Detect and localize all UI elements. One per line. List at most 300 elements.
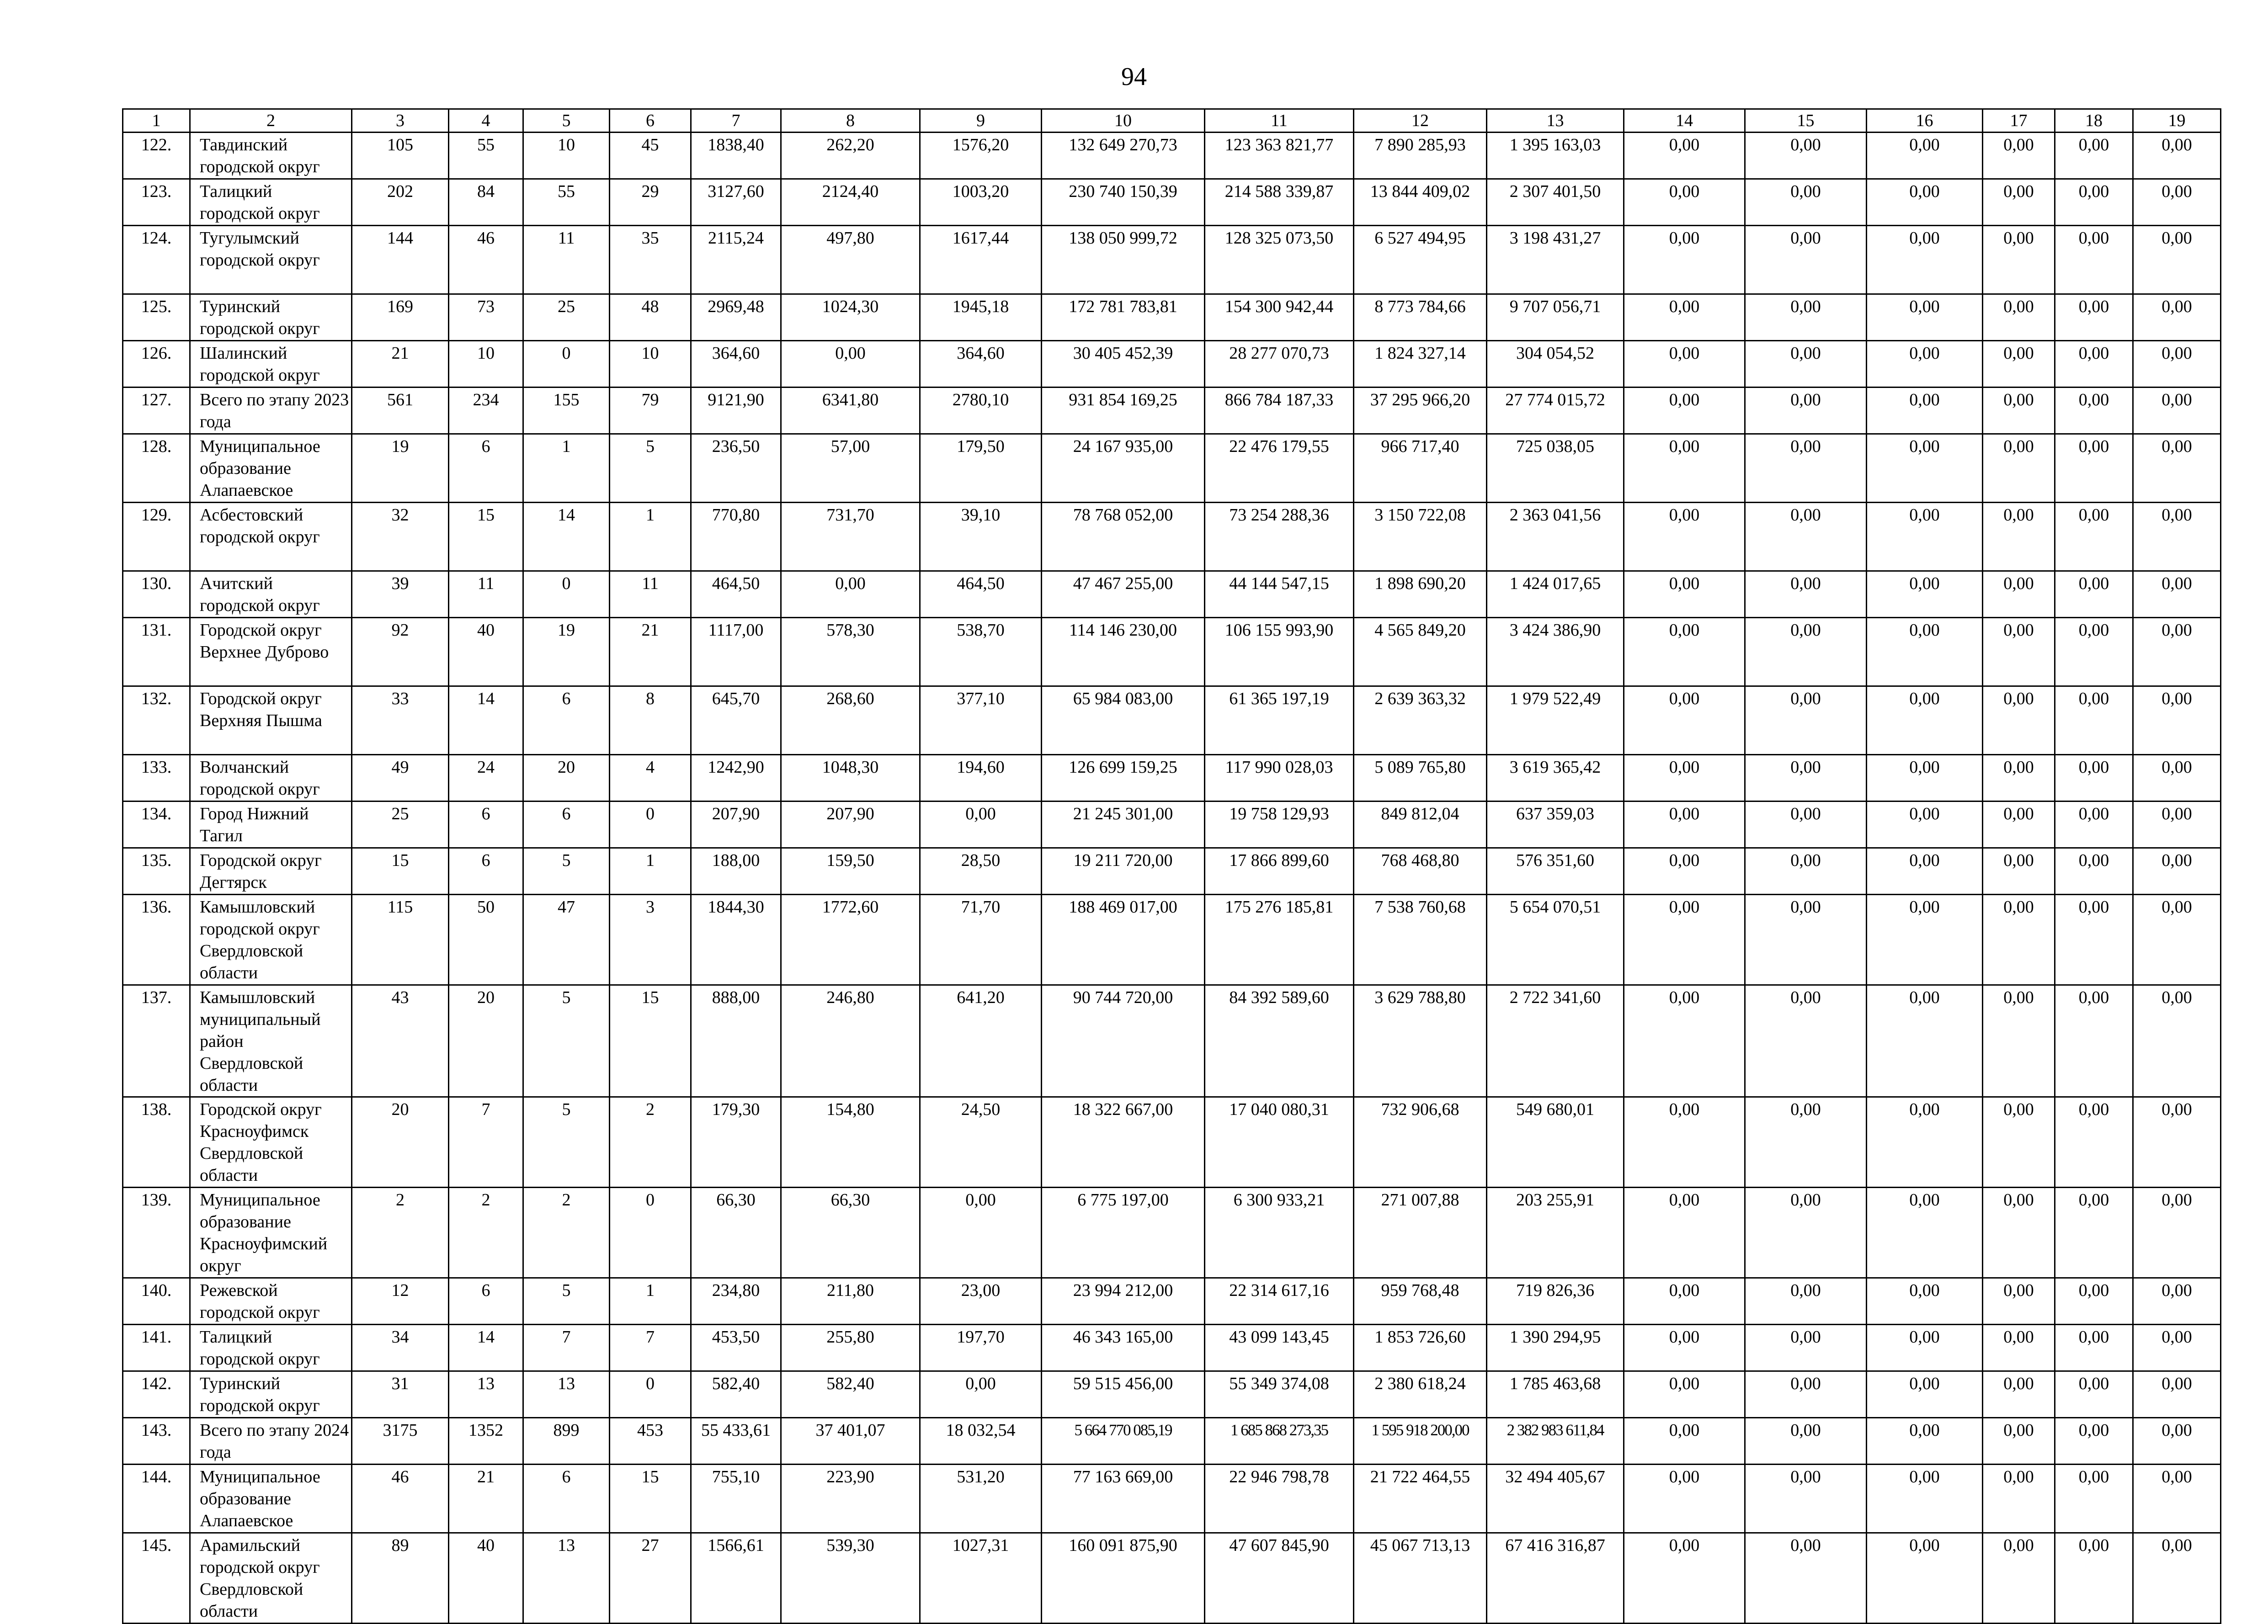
column-number-cell: 6 (610, 109, 691, 133)
value-cell-col-4: 6 (449, 848, 523, 895)
value-cell-col-10: 78 768 052,00 (1042, 503, 1205, 571)
column-number-cell: 10 (1042, 109, 1205, 133)
value-cell-col-17: 0,00 (1983, 686, 2055, 755)
value-cell-col-6: 48 (610, 294, 691, 341)
value-cell-col-14: 0,00 (1624, 1278, 1745, 1325)
value-cell-col-15: 0,00 (1745, 1278, 1867, 1325)
value-cell-col-9: 71,70 (920, 895, 1042, 985)
column-number-cell: 3 (352, 109, 449, 133)
table-row (123, 1371, 2221, 1418)
value-cell-col-9: 24,50 (920, 1097, 1042, 1188)
value-cell-col-16: 0,00 (1867, 503, 1983, 571)
value-cell-col-9: 1945,18 (920, 294, 1042, 341)
value-cell-col-10: 132 649 270,73 (1042, 133, 1205, 179)
value-cell-col-17: 0,00 (1983, 985, 2055, 1097)
value-cell-col-7: 364,60 (691, 341, 781, 387)
value-cell-col-13: 2 382 983 611,84 (1487, 1418, 1624, 1465)
column-number-row (123, 109, 2221, 133)
value-cell-col-12: 6 527 494,95 (1354, 226, 1487, 294)
municipality-name-cell: Режевской городской округ (190, 1278, 352, 1325)
value-cell-col-17: 0,00 (1983, 503, 2055, 571)
value-cell-col-11: 214 588 339,87 (1205, 179, 1354, 226)
municipality-name-cell: Арамильский городской округ Свердловской области (190, 1533, 352, 1624)
value-cell-col-15: 0,00 (1745, 1533, 1867, 1624)
value-cell-col-14: 0,00 (1624, 387, 1745, 434)
value-cell-col-8: 1048,30 (781, 755, 920, 801)
value-cell-col-15: 0,00 (1745, 387, 1867, 434)
municipality-name-cell: Шалинский городской округ (190, 341, 352, 387)
value-cell-col-12: 3 629 788,80 (1354, 985, 1487, 1097)
value-cell-col-6: 3 (610, 895, 691, 985)
value-cell-col-18: 0,00 (2055, 1533, 2133, 1624)
value-cell-col-10: 230 740 150,39 (1042, 179, 1205, 226)
municipality-name-cell: Городской округ Верхнее Дуброво (190, 618, 352, 686)
value-cell-col-12: 732 906,68 (1354, 1097, 1487, 1188)
value-cell-col-10: 18 322 667,00 (1042, 1097, 1205, 1188)
row-number-cell: 125. (123, 294, 190, 341)
value-cell-col-6: 79 (610, 387, 691, 434)
value-cell-col-10: 46 343 165,00 (1042, 1325, 1205, 1371)
table-row (123, 387, 2221, 434)
value-cell-col-10: 30 405 452,39 (1042, 341, 1205, 387)
value-cell-col-19: 0,00 (2133, 503, 2221, 571)
value-cell-col-9: 28,50 (920, 848, 1042, 895)
value-cell-col-5: 13 (523, 1371, 610, 1418)
column-number-cell: 8 (781, 109, 920, 133)
value-cell-col-18: 0,00 (2055, 1418, 2133, 1465)
column-number-cell: 12 (1354, 109, 1487, 133)
value-cell-col-4: 10 (449, 341, 523, 387)
value-cell-col-19: 0,00 (2133, 1188, 2221, 1278)
value-cell-col-3: 43 (352, 985, 449, 1097)
value-cell-col-15: 0,00 (1745, 1188, 1867, 1278)
value-cell-col-4: 6 (449, 801, 523, 848)
value-cell-col-17: 0,00 (1983, 755, 2055, 801)
row-number-cell: 135. (123, 848, 190, 895)
value-cell-col-17: 0,00 (1983, 848, 2055, 895)
value-cell-col-6: 1 (610, 1278, 691, 1325)
table-row (123, 179, 2221, 226)
value-cell-col-10: 24 167 935,00 (1042, 434, 1205, 503)
value-cell-col-8: 2124,40 (781, 179, 920, 226)
table-row (123, 1533, 2221, 1624)
value-cell-col-11: 6 300 933,21 (1205, 1188, 1354, 1278)
value-cell-col-14: 0,00 (1624, 755, 1745, 801)
value-cell-col-3: 89 (352, 1533, 449, 1624)
value-cell-col-4: 13 (449, 1371, 523, 1418)
value-cell-col-14: 0,00 (1624, 179, 1745, 226)
value-cell-col-12: 3 150 722,08 (1354, 503, 1487, 571)
value-cell-col-14: 0,00 (1624, 133, 1745, 179)
value-cell-col-16: 0,00 (1867, 801, 1983, 848)
value-cell-col-19: 0,00 (2133, 434, 2221, 503)
value-cell-col-15: 0,00 (1745, 571, 1867, 618)
value-cell-col-16: 0,00 (1867, 686, 1983, 755)
value-cell-col-7: 1117,00 (691, 618, 781, 686)
value-cell-col-10: 188 469 017,00 (1042, 895, 1205, 985)
value-cell-col-19: 0,00 (2133, 686, 2221, 755)
value-cell-col-13: 1 785 463,68 (1487, 1371, 1624, 1418)
value-cell-col-16: 0,00 (1867, 1278, 1983, 1325)
value-cell-col-18: 0,00 (2055, 341, 2133, 387)
table-row (123, 133, 2221, 179)
value-cell-col-18: 0,00 (2055, 618, 2133, 686)
value-cell-col-11: 154 300 942,44 (1205, 294, 1354, 341)
value-cell-col-7: 582,40 (691, 1371, 781, 1418)
value-cell-col-18: 0,00 (2055, 434, 2133, 503)
value-cell-col-16: 0,00 (1867, 1097, 1983, 1188)
value-cell-col-17: 0,00 (1983, 179, 2055, 226)
value-cell-col-10: 90 744 720,00 (1042, 985, 1205, 1097)
value-cell-col-8: 66,30 (781, 1188, 920, 1278)
table-body (123, 109, 2221, 1624)
value-cell-col-4: 46 (449, 226, 523, 294)
value-cell-col-4: 21 (449, 1465, 523, 1533)
value-cell-col-8: 246,80 (781, 985, 920, 1097)
value-cell-col-17: 0,00 (1983, 434, 2055, 503)
value-cell-col-18: 0,00 (2055, 387, 2133, 434)
value-cell-col-6: 45 (610, 133, 691, 179)
row-number-cell: 126. (123, 341, 190, 387)
value-cell-col-7: 234,80 (691, 1278, 781, 1325)
row-number-cell: 144. (123, 1465, 190, 1533)
value-cell-col-11: 117 990 028,03 (1205, 755, 1354, 801)
column-number-cell: 14 (1624, 109, 1745, 133)
value-cell-col-17: 0,00 (1983, 1371, 2055, 1418)
value-cell-col-5: 6 (523, 1465, 610, 1533)
value-cell-col-5: 47 (523, 895, 610, 985)
value-cell-col-16: 0,00 (1867, 1418, 1983, 1465)
value-cell-col-9: 0,00 (920, 1188, 1042, 1278)
value-cell-col-5: 20 (523, 755, 610, 801)
value-cell-col-16: 0,00 (1867, 1188, 1983, 1278)
table-row (123, 434, 2221, 503)
value-cell-col-10: 160 091 875,90 (1042, 1533, 1205, 1624)
value-cell-col-16: 0,00 (1867, 1371, 1983, 1418)
value-cell-col-18: 0,00 (2055, 1278, 2133, 1325)
value-cell-col-14: 0,00 (1624, 985, 1745, 1097)
value-cell-col-19: 0,00 (2133, 801, 2221, 848)
value-cell-col-12: 37 295 966,20 (1354, 387, 1487, 434)
value-cell-col-12: 21 722 464,55 (1354, 1465, 1487, 1533)
value-cell-col-18: 0,00 (2055, 801, 2133, 848)
value-cell-col-18: 0,00 (2055, 133, 2133, 179)
column-number-cell: 17 (1983, 109, 2055, 133)
value-cell-col-4: 20 (449, 985, 523, 1097)
value-cell-col-13: 3 619 365,42 (1487, 755, 1624, 801)
value-cell-col-6: 4 (610, 755, 691, 801)
value-cell-col-17: 0,00 (1983, 1278, 2055, 1325)
value-cell-col-7: 9121,90 (691, 387, 781, 434)
value-cell-col-13: 32 494 405,67 (1487, 1465, 1624, 1533)
value-cell-col-19: 0,00 (2133, 1371, 2221, 1418)
value-cell-col-13: 2 722 341,60 (1487, 985, 1624, 1097)
value-cell-col-7: 2969,48 (691, 294, 781, 341)
value-cell-col-12: 959 768,48 (1354, 1278, 1487, 1325)
value-cell-col-12: 8 773 784,66 (1354, 294, 1487, 341)
value-cell-col-11: 22 946 798,78 (1205, 1465, 1354, 1533)
value-cell-col-11: 84 392 589,60 (1205, 985, 1354, 1097)
value-cell-col-8: 0,00 (781, 341, 920, 387)
value-cell-col-11: 17 866 899,60 (1205, 848, 1354, 895)
value-cell-col-19: 0,00 (2133, 1325, 2221, 1371)
row-number-cell: 141. (123, 1325, 190, 1371)
row-number-cell: 127. (123, 387, 190, 434)
value-cell-col-15: 0,00 (1745, 618, 1867, 686)
value-cell-col-11: 22 476 179,55 (1205, 434, 1354, 503)
value-cell-col-13: 1 395 163,03 (1487, 133, 1624, 179)
value-cell-col-16: 0,00 (1867, 341, 1983, 387)
value-cell-col-17: 0,00 (1983, 1325, 2055, 1371)
municipality-name-cell: Туринский городской округ (190, 1371, 352, 1418)
municipality-name-cell: Муниципальное образование Красноуфимский округ (190, 1188, 352, 1278)
value-cell-col-3: 20 (352, 1097, 449, 1188)
value-cell-col-13: 304 054,52 (1487, 341, 1624, 387)
row-number-cell: 130. (123, 571, 190, 618)
value-cell-col-7: 236,50 (691, 434, 781, 503)
value-cell-col-13: 27 774 015,72 (1487, 387, 1624, 434)
municipality-name-cell: Талицкий городской округ (190, 1325, 352, 1371)
value-cell-col-8: 582,40 (781, 1371, 920, 1418)
value-cell-col-5: 0 (523, 571, 610, 618)
municipality-name-cell: Асбестовский городской округ (190, 503, 352, 571)
value-cell-col-4: 7 (449, 1097, 523, 1188)
value-cell-col-16: 0,00 (1867, 1465, 1983, 1533)
value-cell-col-5: 13 (523, 1533, 610, 1624)
row-number-cell: 134. (123, 801, 190, 848)
value-cell-col-4: 1352 (449, 1418, 523, 1465)
value-cell-col-13: 1 979 522,49 (1487, 686, 1624, 755)
value-cell-col-7: 645,70 (691, 686, 781, 755)
value-cell-col-19: 0,00 (2133, 895, 2221, 985)
value-cell-col-6: 10 (610, 341, 691, 387)
value-cell-col-18: 0,00 (2055, 1188, 2133, 1278)
value-cell-col-16: 0,00 (1867, 434, 1983, 503)
value-cell-col-3: 2 (352, 1188, 449, 1278)
value-cell-col-19: 0,00 (2133, 1533, 2221, 1624)
value-cell-col-13: 1 390 294,95 (1487, 1325, 1624, 1371)
value-cell-col-17: 0,00 (1983, 895, 2055, 985)
value-cell-col-14: 0,00 (1624, 1533, 1745, 1624)
data-table (122, 108, 2221, 1624)
value-cell-col-8: 159,50 (781, 848, 920, 895)
page-number: 94 (1121, 63, 1147, 91)
value-cell-col-6: 1 (610, 503, 691, 571)
table-row (123, 341, 2221, 387)
value-cell-col-6: 35 (610, 226, 691, 294)
value-cell-col-17: 0,00 (1983, 294, 2055, 341)
value-cell-col-18: 0,00 (2055, 686, 2133, 755)
value-cell-col-13: 9 707 056,71 (1487, 294, 1624, 341)
value-cell-col-10: 65 984 083,00 (1042, 686, 1205, 755)
value-cell-col-4: 73 (449, 294, 523, 341)
value-cell-col-4: 234 (449, 387, 523, 434)
value-cell-col-17: 0,00 (1983, 1465, 2055, 1533)
column-number-cell: 19 (2133, 109, 2221, 133)
column-number-cell: 9 (920, 109, 1042, 133)
table-row (123, 1325, 2221, 1371)
value-cell-col-4: 55 (449, 133, 523, 179)
value-cell-col-3: 21 (352, 341, 449, 387)
value-cell-col-6: 0 (610, 801, 691, 848)
value-cell-col-15: 0,00 (1745, 294, 1867, 341)
municipality-name-cell: Волчанский городской округ (190, 755, 352, 801)
value-cell-col-11: 123 363 821,77 (1205, 133, 1354, 179)
value-cell-col-10: 931 854 169,25 (1042, 387, 1205, 434)
value-cell-col-17: 0,00 (1983, 1418, 2055, 1465)
value-cell-col-9: 1576,20 (920, 133, 1042, 179)
value-cell-col-12: 271 007,88 (1354, 1188, 1487, 1278)
value-cell-col-16: 0,00 (1867, 387, 1983, 434)
value-cell-col-19: 0,00 (2133, 1418, 2221, 1465)
value-cell-col-11: 128 325 073,50 (1205, 226, 1354, 294)
value-cell-col-5: 155 (523, 387, 610, 434)
value-cell-col-14: 0,00 (1624, 571, 1745, 618)
municipality-name-cell: Камышловский муниципальный район Свердловской области (190, 985, 352, 1097)
value-cell-col-16: 0,00 (1867, 848, 1983, 895)
value-cell-col-15: 0,00 (1745, 895, 1867, 985)
value-cell-col-9: 1617,44 (920, 226, 1042, 294)
column-number-cell: 13 (1487, 109, 1624, 133)
value-cell-col-5: 25 (523, 294, 610, 341)
row-number-cell: 142. (123, 1371, 190, 1418)
value-cell-col-8: 0,00 (781, 571, 920, 618)
value-cell-col-3: 19 (352, 434, 449, 503)
value-cell-col-17: 0,00 (1983, 133, 2055, 179)
column-number-cell: 7 (691, 109, 781, 133)
value-cell-col-14: 0,00 (1624, 1465, 1745, 1533)
value-cell-col-9: 18 032,54 (920, 1418, 1042, 1465)
municipality-name-cell: Тугулымский городской округ (190, 226, 352, 294)
column-number-cell: 4 (449, 109, 523, 133)
table-row (123, 755, 2221, 801)
value-cell-col-15: 0,00 (1745, 985, 1867, 1097)
value-cell-col-9: 1003,20 (920, 179, 1042, 226)
value-cell-col-19: 0,00 (2133, 133, 2221, 179)
value-cell-col-19: 0,00 (2133, 341, 2221, 387)
value-cell-col-18: 0,00 (2055, 294, 2133, 341)
value-cell-col-12: 45 067 713,13 (1354, 1533, 1487, 1624)
value-cell-col-9: 0,00 (920, 801, 1042, 848)
municipality-name-cell: Всего по этапу 2024 года (190, 1418, 352, 1465)
value-cell-col-16: 0,00 (1867, 1325, 1983, 1371)
municipality-name-cell: Муниципальное образование Алапаевское (190, 434, 352, 503)
value-cell-col-13: 2 363 041,56 (1487, 503, 1624, 571)
value-cell-col-8: 539,30 (781, 1533, 920, 1624)
value-cell-col-18: 0,00 (2055, 571, 2133, 618)
value-cell-col-6: 0 (610, 1188, 691, 1278)
value-cell-col-13: 3 198 431,27 (1487, 226, 1624, 294)
value-cell-col-9: 194,60 (920, 755, 1042, 801)
value-cell-col-5: 7 (523, 1325, 610, 1371)
value-cell-col-9: 0,00 (920, 1371, 1042, 1418)
value-cell-col-19: 0,00 (2133, 618, 2221, 686)
value-cell-col-11: 61 365 197,19 (1205, 686, 1354, 755)
value-cell-col-12: 768 468,80 (1354, 848, 1487, 895)
value-cell-col-14: 0,00 (1624, 1097, 1745, 1188)
value-cell-col-7: 1838,40 (691, 133, 781, 179)
value-cell-col-19: 0,00 (2133, 1278, 2221, 1325)
value-cell-col-12: 7 538 760,68 (1354, 895, 1487, 985)
value-cell-col-5: 10 (523, 133, 610, 179)
value-cell-col-12: 1 853 726,60 (1354, 1325, 1487, 1371)
value-cell-col-19: 0,00 (2133, 1465, 2221, 1533)
value-cell-col-16: 0,00 (1867, 571, 1983, 618)
value-cell-col-19: 0,00 (2133, 755, 2221, 801)
value-cell-col-11: 175 276 185,81 (1205, 895, 1354, 985)
value-cell-col-17: 0,00 (1983, 226, 2055, 294)
value-cell-col-18: 0,00 (2055, 848, 2133, 895)
value-cell-col-8: 223,90 (781, 1465, 920, 1533)
value-cell-col-10: 19 211 720,00 (1042, 848, 1205, 895)
value-cell-col-10: 5 664 770 085,19 (1042, 1418, 1205, 1465)
table-row (123, 1278, 2221, 1325)
value-cell-col-17: 0,00 (1983, 571, 2055, 618)
value-cell-col-7: 179,30 (691, 1097, 781, 1188)
value-cell-col-7: 1844,30 (691, 895, 781, 985)
municipality-name-cell: Камышловский городской округ Свердловской области (190, 895, 352, 985)
value-cell-col-4: 40 (449, 618, 523, 686)
row-number-cell: 140. (123, 1278, 190, 1325)
table-row (123, 618, 2221, 686)
value-cell-col-12: 13 844 409,02 (1354, 179, 1487, 226)
value-cell-col-10: 77 163 669,00 (1042, 1465, 1205, 1533)
value-cell-col-17: 0,00 (1983, 1188, 2055, 1278)
value-cell-col-19: 0,00 (2133, 226, 2221, 294)
table-row (123, 1418, 2221, 1465)
value-cell-col-14: 0,00 (1624, 341, 1745, 387)
value-cell-col-10: 6 775 197,00 (1042, 1188, 1205, 1278)
value-cell-col-8: 255,80 (781, 1325, 920, 1371)
value-cell-col-15: 0,00 (1745, 1371, 1867, 1418)
value-cell-col-5: 6 (523, 801, 610, 848)
value-cell-col-8: 37 401,07 (781, 1418, 920, 1465)
value-cell-col-3: 32 (352, 503, 449, 571)
value-cell-col-14: 0,00 (1624, 226, 1745, 294)
value-cell-col-4: 40 (449, 1533, 523, 1624)
value-cell-col-12: 2 639 363,32 (1354, 686, 1487, 755)
value-cell-col-3: 561 (352, 387, 449, 434)
value-cell-col-4: 6 (449, 1278, 523, 1325)
value-cell-col-14: 0,00 (1624, 503, 1745, 571)
value-cell-col-9: 2780,10 (920, 387, 1042, 434)
value-cell-col-5: 14 (523, 503, 610, 571)
value-cell-col-9: 197,70 (920, 1325, 1042, 1371)
value-cell-col-15: 0,00 (1745, 848, 1867, 895)
value-cell-col-7: 188,00 (691, 848, 781, 895)
value-cell-col-18: 0,00 (2055, 179, 2133, 226)
table-row (123, 848, 2221, 895)
row-number-cell: 133. (123, 755, 190, 801)
value-cell-col-11: 106 155 993,90 (1205, 618, 1354, 686)
value-cell-col-9: 23,00 (920, 1278, 1042, 1325)
table-row (123, 1188, 2221, 1278)
row-number-cell: 139. (123, 1188, 190, 1278)
value-cell-col-11: 43 099 143,45 (1205, 1325, 1354, 1371)
value-cell-col-15: 0,00 (1745, 226, 1867, 294)
value-cell-col-7: 55 433,61 (691, 1418, 781, 1465)
value-cell-col-16: 0,00 (1867, 895, 1983, 985)
value-cell-col-15: 0,00 (1745, 133, 1867, 179)
value-cell-col-3: 34 (352, 1325, 449, 1371)
value-cell-col-5: 5 (523, 985, 610, 1097)
value-cell-col-13: 67 416 316,87 (1487, 1533, 1624, 1624)
value-cell-col-17: 0,00 (1983, 1097, 2055, 1188)
value-cell-col-19: 0,00 (2133, 294, 2221, 341)
value-cell-col-6: 21 (610, 618, 691, 686)
value-cell-col-10: 114 146 230,00 (1042, 618, 1205, 686)
value-cell-col-16: 0,00 (1867, 755, 1983, 801)
